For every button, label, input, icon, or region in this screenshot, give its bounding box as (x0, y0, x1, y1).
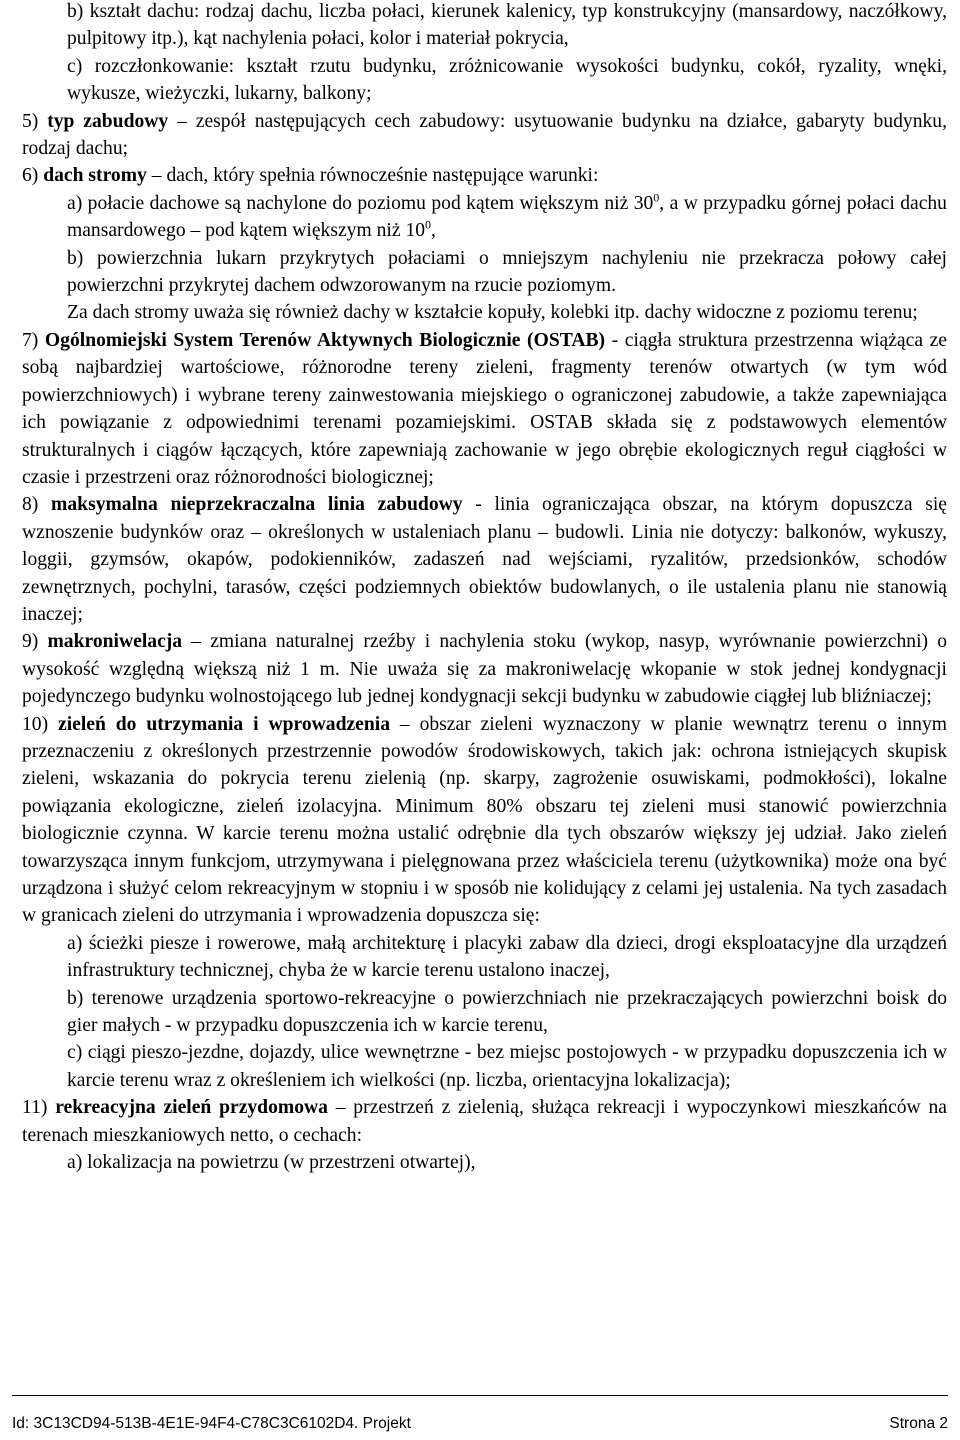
document-body (22, 0, 947, 1176)
item-number: 6) (22, 165, 39, 187)
definition-8 (22, 491, 947, 628)
sub-item-b: b) terenowe urządzenia sportowo-rekreacyjne o powierzchniach nie przekraczających powierzchni boisk do gier małych - w przypadku dopuszczenia ich w karcie terenu, (67, 987, 947, 1037)
item-number: 5) (22, 110, 39, 132)
sub-item-a (22, 190, 947, 245)
document-id: Id: 3C13CD94-513B-4E1E-94F4-C78C3C6102D4. Projekt (12, 1415, 411, 1432)
definition-10 (22, 711, 947, 930)
definition-5 (22, 108, 947, 163)
definition-text: – obszar zieleni wyznaczony w planie wewnątrz terenu o innym przeznaczeniu z określonych przestrzennie powodów środowiskowych, takich jak: ochrona istniejących skupisk zieleni, wskazania do pokrycia terenu zielenią (np. skarpy, zagrożenie osuwiskami, podmokłości), lokalne powiązania ekologiczne, zieleń izolacyjna. Minimum 80% obszaru tej zieleni musi stanowić powierzchnia biologicznie czynna. W karcie terenu można ustalić odrębnie dla tych obszarów większy jej udział. Jako zieleń towarzysząca innym funkcjom, utrzymywana i pielęgnowana przez właściciela terenu (użytkownika) może ona być urządzona i służyć celom rekreacyjnym w stopniu i w sposób nie kolidujący z celami jej ustalenia. Na tych zasadach w granicach zieleni do utrzymania i wprowadzenia dopuszcza się: (22, 713, 947, 927)
sub-item-text: , a w przypadku górnej połaci dachu mansardowego – pod kątem większym niż 10 (67, 192, 947, 242)
term: makroniwelacja (47, 631, 183, 653)
definition-7 (22, 327, 947, 491)
item-number: 11) (22, 1097, 48, 1119)
superscript: 0 (425, 217, 432, 232)
definition-text: – dach, który spełnia równocześnie następujące warunki: (146, 165, 599, 187)
item-number: 10) (22, 713, 49, 735)
definition-text: – zmiana naturalnej rzeźby i nachylenia stoku (wykop, nasyp, wyrównanie powierzchni) o wysokość względną większą niż 1 m. Nie uważa się za makroniwelację wkopanie w stok jednej kondygnacji pojedynczego budynku wolnostojącego lub jednej kondygnacji sekcji budynku w zabudowie ciągłej lub bliźniaczej; (22, 631, 947, 708)
paragraph-c-articulation: c) rozczłonkowanie: kształt rzutu budynku, zróżnicowanie wysokości budynku, cokół, ryzality, wnęki, wykusze, wieżyczki, lukarny, balkony; (67, 55, 947, 105)
definition-text: - ciągła struktura przestrzenna wiążąca ze sobą najbardziej wartościowe, różnorodne tereny zieleni, fragmenty terenów otwartych (w tym wód powierzchniowych) i wybrane tereny zainwestowania miejskiego o ograniczonej zabudowie, a także zapewniająca ich powiązanie z odpowiednimi terenami pozamiejskimi. OSTAB składa się z podstawowych elementów strukturalnych i ciągów łączących, które zapewniają zachowanie w jego obrębie ekologicznych reguł ciągłości w czasie i przestrzeni oraz różnorodności biologicznej; (22, 329, 947, 488)
sub-item-a: a) lokalizacja na powietrzu (w przestrzeni otwartej), (67, 1152, 476, 1174)
item-number: 9) (22, 631, 39, 653)
item-number: 8) (22, 494, 39, 516)
term: rekreacyjna zieleń przydomowa (55, 1097, 328, 1119)
definition-text: – zespół następujących cech zabudowy: usytuowanie budynku na działce, gabaryty budynku, rodzaj dachu; (22, 110, 947, 160)
sub-item-text: , (431, 220, 436, 242)
definition-9 (22, 628, 947, 710)
definition-text: – przestrzeń z zielenią, służąca rekreacji i wypoczynkowi mieszkańców na terenach mieszkaniowych netto, o cechach: (22, 1097, 947, 1146)
sub-item-a: a) ścieżki piesze i rowerowe, małą architekturę i placyki zabaw dla dzieci, drogi eksploatacyjne dla urządzeń infrastruktury technicznej, chyba że w karcie terenu ustalono inaczej, (67, 932, 947, 982)
superscript: 0 (653, 190, 660, 205)
page-footer (12, 1395, 948, 1433)
sub-item-c: c) ciągi pieszo-jezdne, dojazdy, ulice wewnętrzne - bez miejsc postojowych - w przypadku dopuszczenia ich w karcie terenu wraz z określeniem ich wielkości (np. liczba, orientacyjna lokalizacja); (67, 1042, 947, 1091)
sub-item-b: b) powierzchnia lukarn przykrytych połaciami o mniejszym nachyleniu nie przekracza połowy całej powierzchni przykrytej dachem odwzorowanym na rzucie poziomym. (67, 247, 947, 297)
definition-text: - linia ograniczająca obszar, na którym dopuszcza się wznoszenie budynków oraz – określonych w ustaleniach planu – budowli. Linia nie dotyczy: balkonów, wykuszy, loggii, gzymsów, okapów, podokienników, zadaszeń nad wejściami, ryzalitów, przedsionków, schodów zewnętrznych, pochylni, tarasów, części podziemnych obiektów budowlanych, o ile ustalenia planu nie stanowią inaczej; (22, 494, 947, 625)
paragraph-b-roof-shape: b) kształt dachu: rodzaj dachu, liczba połaci, kierunek kalenicy, typ konstrukcyjny (mansardowy, naczółkowy, pulpitowy itp.), kąt nachylenia połaci, kolor i materiał pokrycia, (67, 1, 947, 50)
item-number: 7) (22, 329, 39, 351)
term: dach stromy (43, 165, 147, 187)
definition-6 (22, 162, 947, 189)
term: typ zabudowy (47, 110, 169, 132)
definition-11 (22, 1094, 947, 1149)
term: maksymalna nieprzekraczalna linia zabudowy (51, 494, 463, 516)
term: Ogólnomiejski System Terenów Aktywnych Biologicznie (OSTAB) (44, 329, 606, 351)
note: Za dach stromy uważa się również dachy w kształcie kopuły, kolebki itp. dachy widoczne z poziomu terenu; (67, 302, 918, 324)
sub-item-text: a) połacie dachowe są nachylone do poziomu pod kątem większym niż 30 (67, 192, 654, 214)
page-number: Strona 2 (889, 1415, 948, 1432)
term: zieleń do utrzymania i wprowadzenia (58, 713, 391, 735)
